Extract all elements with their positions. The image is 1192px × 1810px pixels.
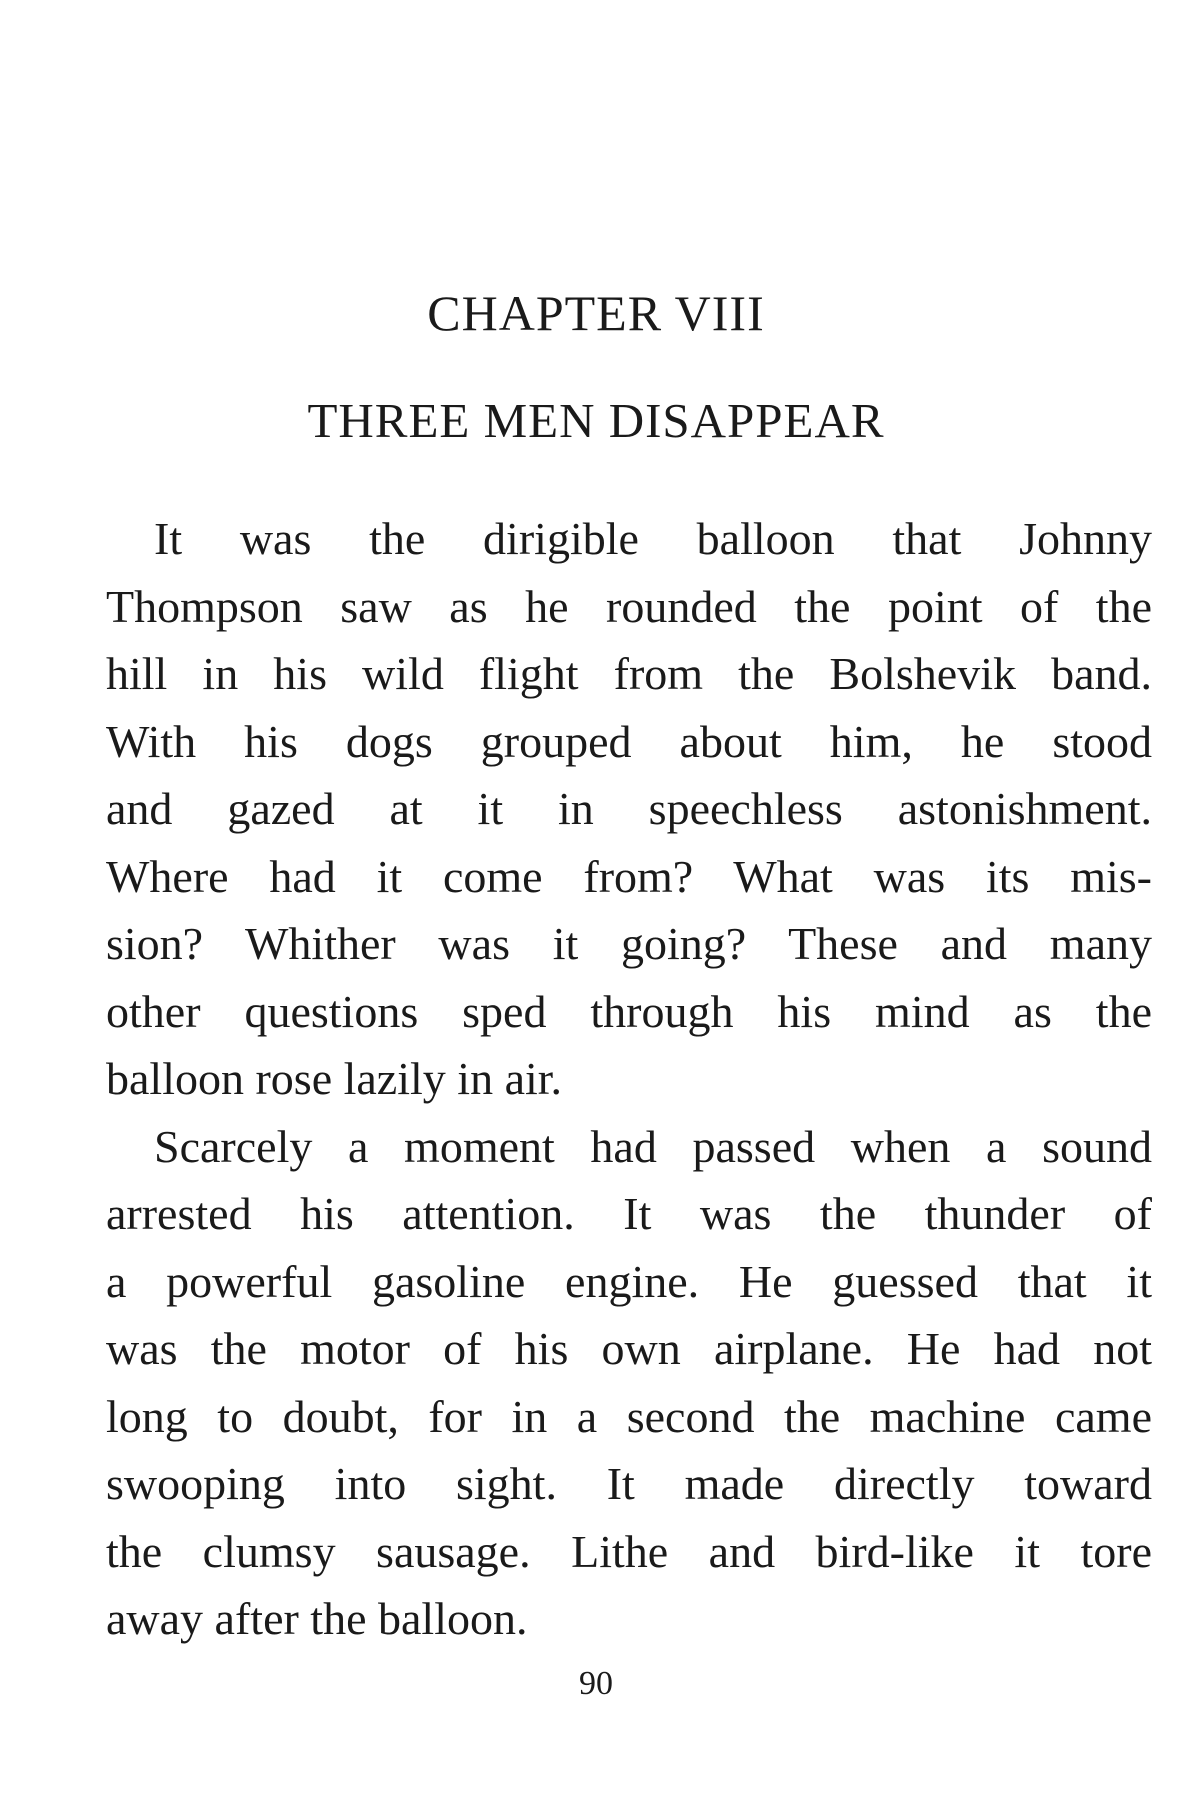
text-line: arrested his attention. It was the thunder of — [106, 1188, 1152, 1239]
page-number: 90 — [579, 1665, 613, 1702]
text-line: the clumsy sausage. Lithe and bird-like it tore — [106, 1525, 1152, 1577]
text-line: long to doubt, for in a second the machine came — [106, 1390, 1152, 1442]
chapter-number: CHAPTER VIII — [427, 285, 765, 341]
text-line: hill in his wild flight from the Bolshevik band. — [106, 648, 1152, 699]
chapter-title: THREE MEN DISAPPEAR — [307, 393, 885, 448]
paragraph-1 — [106, 505, 1152, 1113]
text-line: and gazed at it in speechless astonishment. — [106, 783, 1152, 834]
text-line: other questions sped through his mind as the — [106, 985, 1152, 1037]
text-line: Where had it come from? What was its mis- — [106, 850, 1152, 902]
text-line: With his dogs grouped about him, he stood — [106, 715, 1152, 767]
text-line: balloon rose lazily in air. — [106, 1053, 563, 1104]
text-line: sion? Whither was it going? These and many — [106, 918, 1152, 969]
text-line: Scarcely a moment had passed when a sound — [154, 1120, 1152, 1172]
paragraph-2 — [106, 1113, 1152, 1653]
text-line: was the motor of his own airplane. He had not — [106, 1323, 1152, 1374]
text-line: away after the balloon. — [106, 1593, 528, 1644]
chapter-body — [106, 505, 1152, 1653]
text-line: It was the dirigible balloon that Johnny — [154, 513, 1152, 564]
text-line: a powerful gasoline engine. He guessed that it — [106, 1255, 1152, 1307]
text-line: swooping into sight. It made directly toward — [106, 1458, 1152, 1509]
text-line: Thompson saw as he rounded the point of the — [106, 580, 1152, 632]
